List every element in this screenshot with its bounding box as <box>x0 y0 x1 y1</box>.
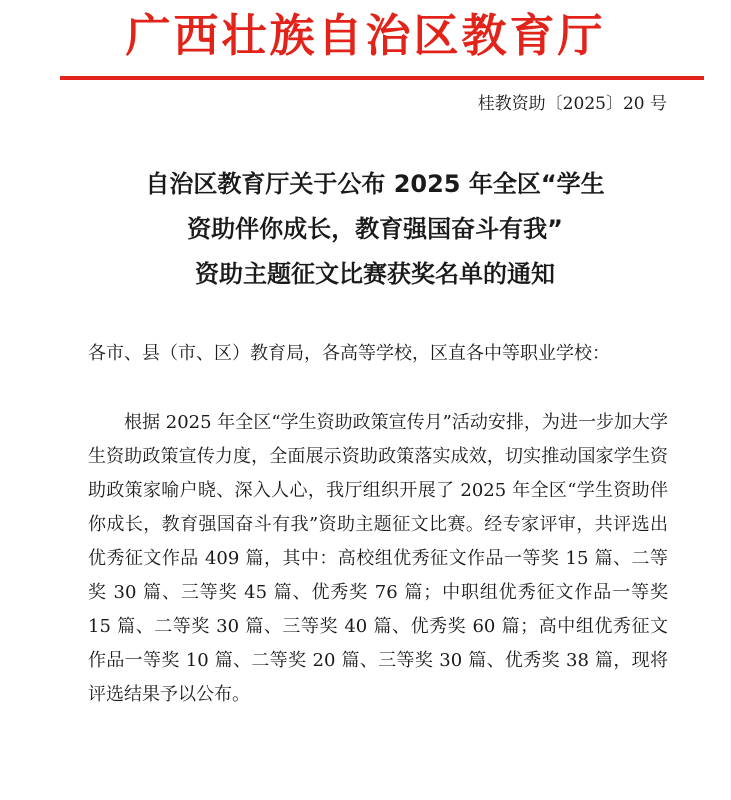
document-title <box>60 162 690 297</box>
body-paragraph: 根据 2025 年全区“学生资助政策宣传月”活动安排，为进一步加大学生资助政策宣传力度，全面展示资助政策落实成效，切实推动国家学生资助政策家喻户晓、深入人心，我厅组织开展了 2025 年全区“学生资助伴你成长，教育强国奋斗有我”资助主题征文比赛。经专家评审，共评选出优秀征文作品 409 篇，其中：高校组优秀征文作品一等奖 15 篇、二等奖 30 篇、三等奖 45 篇、优秀奖 76 篇；中职组优秀征文作品一等奖 15 篇、二等奖 30 篇、三等奖 40 篇、优秀奖 60 篇；高中组优秀征文作品一等奖 10 篇、二等奖 20 篇、三等奖 30 篇、优秀奖 38 篇，现将评选结果予以公布。 <box>88 412 668 705</box>
letterhead-org-name: 广西壮族自治区教育厅 <box>125 9 606 62</box>
document-title-line: 资助主题征文比赛获奖名单的通知 <box>195 260 555 288</box>
salutation: 各市、县（市、区）教育局，各高等学校，区直各中等职业学校： <box>88 343 610 364</box>
document-number: 桂教资助〔2025〕20 号 <box>477 94 667 114</box>
document-title-line: 资助伴你成长，教育强国奋斗有我” <box>187 215 563 243</box>
document-title-line: 自治区教育厅关于公布 2025 年全区“学生 <box>145 170 605 198</box>
letterhead-red-rule <box>60 76 704 80</box>
